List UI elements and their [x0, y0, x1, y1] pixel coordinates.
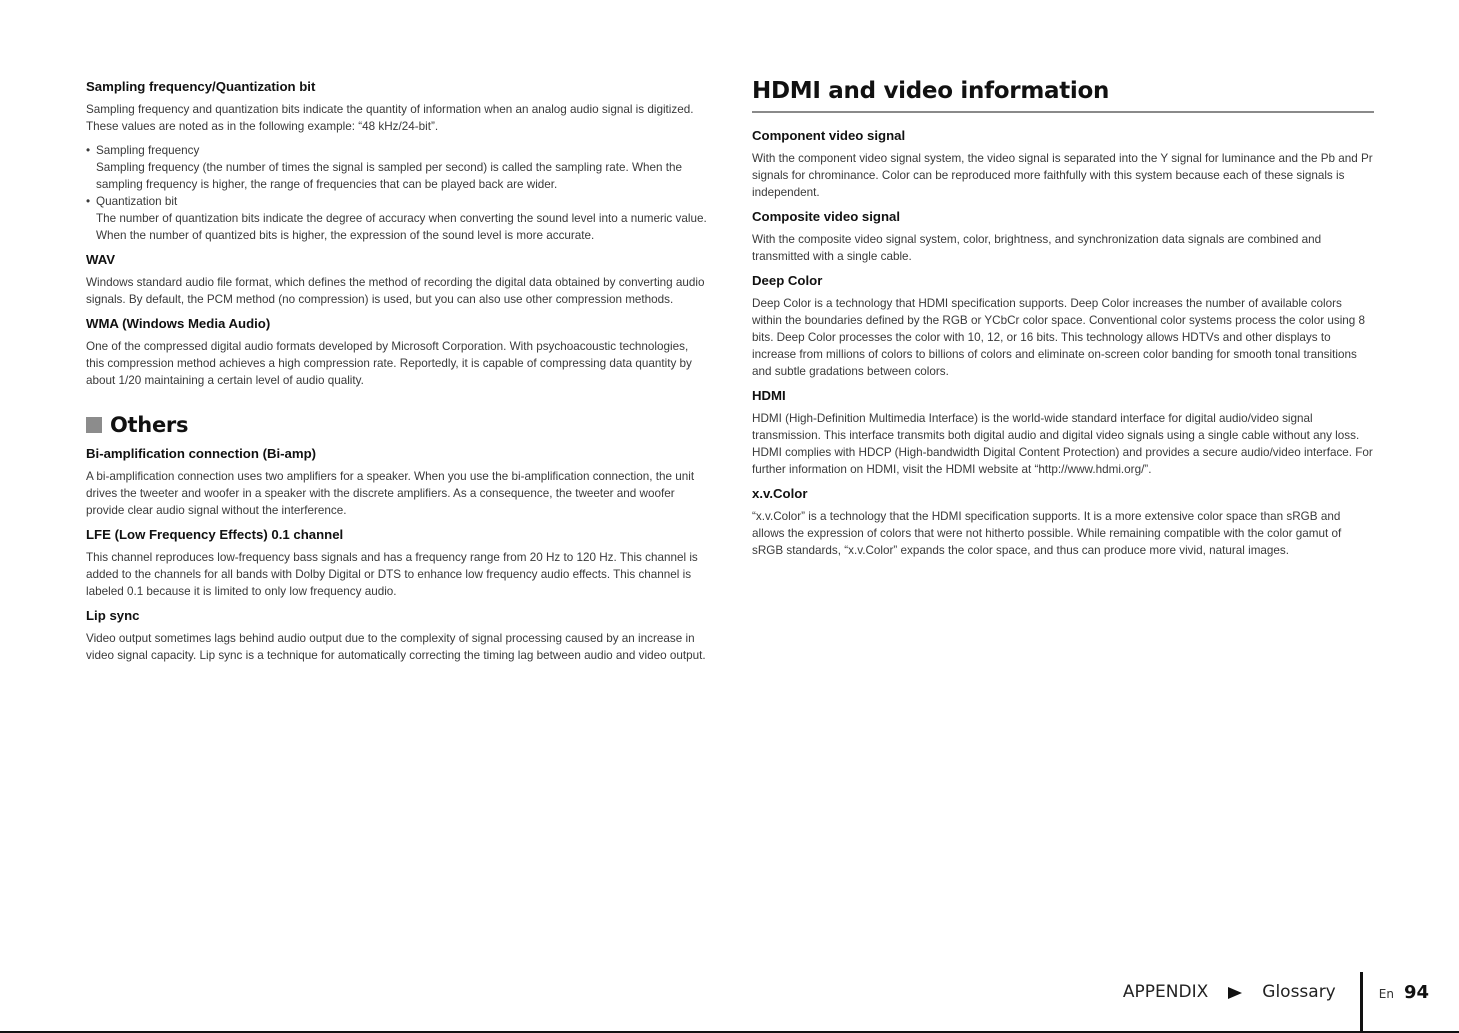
- bullet-description: The number of quantization bits indicate the degree of accuracy when converting the sound level into a numeric value. When the number of quantized bits is higher, the expression of the sound level is more accurate.: [96, 212, 707, 242]
- definition-wav: Windows standard audio file format, which defines the method of recording the digital data obtained by converting audio signals. By default, the PCM method (no compression) is used, but you can also use other compression methods.: [86, 276, 705, 306]
- term-deepcolor: Deep Color: [752, 273, 823, 288]
- chevron-right-icon: [1228, 987, 1242, 999]
- definition-lfe: This channel reproduces low-frequency bass signals and has a frequency range from 20 Hz to 120 Hz. This channel is added to the channels for all bands with Dolby Digital or DTS to enhance low frequency audio effects. This channel is labeled 0.1 because it is limited to only low frequency audio.: [86, 551, 698, 598]
- definition-deepcolor: Deep Color is a technology that HDMI specification supports. Deep Color increases the number of available colors within the boundaries defined by the RGB or YCbCr color space. Conventional color systems process the color using 8 bits. Deep Color processes the color with 10, 12, or 16 bits. This technology allows HDTVs and other displays to increase from millions of colors to billions of colors and eliminate on-screen color banding for smooth tonal transitions and subtle gradations between colors.: [752, 297, 1366, 378]
- definition-biamp: A bi-amplification connection uses two amplifiers for a speaker. When you use the bi-amplification connection, the unit drives the tweeter and woofer in a speaker with the discrete amplifiers. As a consequence, the tweeter and woofer provide clear audio signal without the interference.: [86, 470, 695, 517]
- definition-component: With the component video signal system, the video signal is separated into the Y signal for luminance and the Pb and Pr signals for chrominance. Color can be reproduced more faithfully with this system because each of these signals is independent.: [752, 152, 1373, 199]
- language-label: En: [1378, 987, 1394, 1001]
- page-number: 94: [1403, 982, 1429, 1003]
- definition-lipsync: Video output sometimes lags behind audio output due to the complexity of signal processing caused by an increase in video signal capacity. Lip sync is a technique for automatically correcting the timing lag between audio and video output.: [86, 632, 706, 662]
- term-lipsync: Lip sync: [86, 608, 140, 623]
- footer-divider: [1360, 972, 1363, 1032]
- definition-composite: With the composite video signal system, color, brightness, and synchronization data signals are combined and transmitted with a single cable.: [752, 233, 1322, 263]
- section-square-icon: [86, 417, 102, 433]
- term-lfe: LFE (Low Frequency Effects) 0.1 channel: [86, 527, 344, 542]
- definition-hdmi: HDMI (High-Definition Multimedia Interface) is the world-wide standard interface for digital audio/video signal transmission. This interface transmits both digital audio and digital video signals using a single cable without any loss. HDMI complies with HDCP (High-bandwidth Digital Content Protection) and provides a secure audio/video interface. For further information on HDMI, visit the HDMI website at “http://www.hdmi.org/”.: [752, 412, 1373, 476]
- bullet-label: Quantization bit: [96, 195, 178, 208]
- definition-xvcolor: “x.v.Color” is a technology that the HDMI specification supports. It is a more extensive color space than sRGB and allows the expression of colors that were not hitherto possible. While remaining compatible with the color gamut of sRGB standards, “x.v.Color” expands the color space, and thus can produce more vivid, natural images.: [752, 510, 1342, 557]
- bullet-dot-icon: •: [86, 195, 91, 208]
- breadcrumb-appendix[interactable]: APPENDIX: [1122, 982, 1209, 1002]
- sampling-bullet-list: [86, 142, 708, 244]
- term-wma: WMA (Windows Media Audio): [86, 316, 271, 331]
- term-composite: Composite video signal: [752, 209, 901, 224]
- bullet-dot-icon: •: [86, 144, 91, 157]
- bullet-quantization-bit: [86, 193, 708, 244]
- term-xvcolor: x.v.Color: [752, 486, 808, 501]
- term-component: Component video signal: [752, 128, 906, 143]
- page-title: HDMI and video information: [752, 78, 1374, 113]
- left-column: [86, 78, 708, 671]
- definition-sampling: Sampling frequency and quantization bits indicate the quantity of information when an analog audio signal is digitized. These values are noted as in the following example: “48 kHz/24-bit”.: [86, 103, 694, 133]
- bullet-description: Sampling frequency (the number of times the signal is sampled per second) is called the sampling rate. When the sampling frequency is higher, the range of frequencies that can be played back are wider.: [96, 161, 682, 191]
- term-hdmi: HDMI: [752, 388, 786, 403]
- term-wav: WAV: [86, 252, 116, 267]
- section-title-text: Others: [110, 413, 189, 437]
- page-footer: [1123, 972, 1429, 1032]
- breadcrumb-glossary[interactable]: Glossary: [1262, 982, 1336, 1002]
- term-sampling: Sampling frequency/Quantization bit: [86, 79, 316, 94]
- section-title-others: [86, 413, 708, 437]
- term-biamp: Bi-amplification connection (Bi-amp): [86, 446, 317, 461]
- definition-wma: One of the compressed digital audio formats developed by Microsoft Corporation. With psychoacoustic technologies, this compression method achieves a high compression rate. Reportedly, it is capable of compressing data quantity by about 1/20 maintaining a certain level of audio quality.: [86, 340, 692, 387]
- bullet-sampling-frequency: [86, 142, 708, 193]
- right-column: [752, 78, 1374, 566]
- bullet-label: Sampling frequency: [96, 144, 200, 157]
